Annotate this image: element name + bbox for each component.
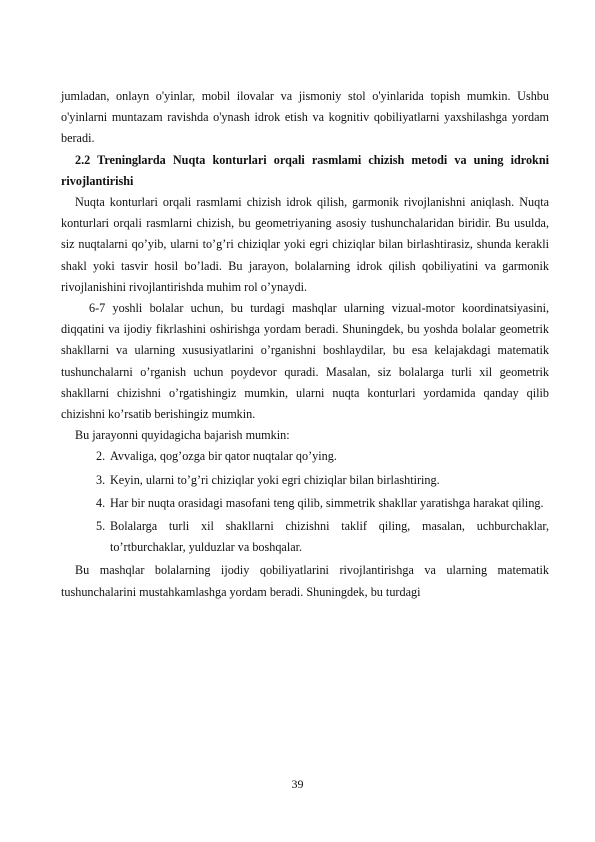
list-item-text: Keyin, ularni to’g’ri chiziqlar yoki egri chiziqlar bilan birlashtiring. xyxy=(110,472,440,487)
list-item-number: 4. xyxy=(96,495,106,510)
paragraph-procedure-intro: Bu jarayonni quyidagicha bajarish mumkin: xyxy=(75,428,290,443)
paragraph-method: Nuqta konturlari orqali rasmlami chizish idrok qilish, garmonik rivojlanishni aniqlash. Nuqta konturlari orqali rasmlarni chizish, bu geometriyaning asosiy tushunchalaridan biridir. Bu usulda, siz nuqtalarni qo’yib, ularni to’g’ri chiziqlar yoki egri chiziqlar bilan birlashtirasiz, shunda kerakli shakl yoki tasvir hosil bo’ladi. Bu jarayon, bolalarning idrok qilish qobiliyatini va garmonik rivojlanishini rivojlantirishda muhim rol o’ynaydi. xyxy=(61,195,549,294)
section-heading: 2.2 Treninglarda Nuqta konturlari orqali rasmlami chizish metodi va uning idrokni rivojlantirishi xyxy=(61,152,549,188)
list-item-number: 5. xyxy=(96,519,106,534)
list-item-text: Avvaliga, qog’ozga bir qator nuqtalar qo’ying. xyxy=(110,449,337,464)
steps-list xyxy=(61,446,549,558)
list-item xyxy=(61,516,549,558)
document-page xyxy=(61,86,549,603)
list-item-text: Bolalarga turli xil shakllarni chizishni taklif qiling, masalan, uchburchaklar, to’rtburchaklar, yulduzlar va boshqalar. xyxy=(110,519,549,555)
list-item xyxy=(61,470,549,491)
paragraph-age-group: 6-7 yoshli bolalar uchun, bu turdagi mashqlar ularning vizual-motor koordinatsiyasini, diqqatini va ijodiy fikrlashini oshirishga yordam beradi. Shuningdek, bu yoshda bolalar geometrik shakllarni va ularning xususiyatlarini o’rganishni boshlaydilar, bu esa kelajakdagi matematik tushunchalarni o’rganish uchun poydevor quradi. Masalan, siz bolalarga turli xil geometrik shakllarni chizishni o’rgatishingiz mumkin, ularni nuqta konturlari yordamida qanday qilib chizishni ko’rsatib berishingiz mumkin. xyxy=(61,301,549,422)
list-item xyxy=(61,493,549,514)
page-number: 39 xyxy=(291,777,304,791)
paragraph-conclusion: Bu mashqlar bolalarning ijodiy qobiliyatlarini rivojlantirishga va ularning matematik tushunchalarini mustahkamlashga yordam beradi. Shuningdek, bu turdagi xyxy=(61,563,549,599)
list-item-number: 3. xyxy=(96,472,106,487)
list-item-text: Har bir nuqta orasidagi masofani teng qilib, simmetrik shakllar yaratishga harakat qiling. xyxy=(110,495,544,510)
intro-paragraph: jumladan, onlayn o'yinlar, mobil ilovalar va jismoniy stol o'yinlarida topish mumkin. Ushbu o'yinlarni muntazam ravishda o'ynash idrok etish va kognitiv qobiliyatlarni yaxshilashga yordam beradi. xyxy=(61,89,549,146)
list-item-number: 2. xyxy=(96,449,106,464)
list-item xyxy=(61,446,549,467)
